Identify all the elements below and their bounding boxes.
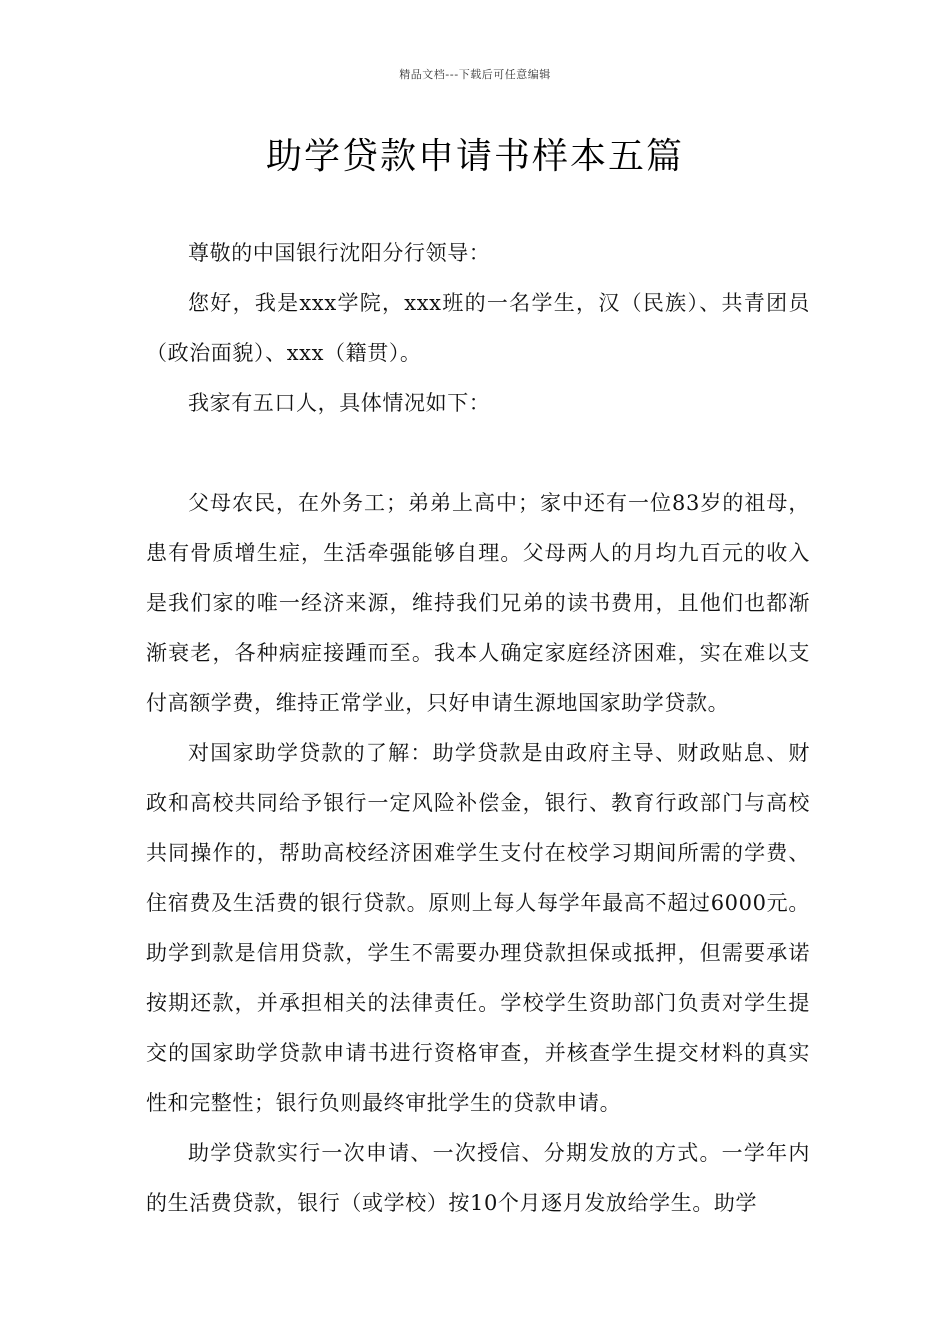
family-lead-paragraph: 我家有五口人，具体情况如下： xyxy=(188,391,491,415)
loan-method-paragraph: 助学贷款实行一次申请、一次授信、分期发放的方式。一学年内的生活费贷款，银行（或学校）按10个月逐月发放给学生。助学 xyxy=(146,1141,810,1215)
loan-understanding-paragraph: 对国家助学贷款的了解：助学贷款是由政府主导、财政贴息、财政和高校共同给予银行一定风险补偿金，银行、教育行政部门与高校共同操作的，帮助高校经济困难学生支付在校学习期间所需的学费、住宿费及生活费的银行贷款。原则上每人每学年最高不超过6000元。助学到款是信用贷款，学生不需要办理贷款担保或抵押，但需要承诺按期还款，并承担相关的法律责任。学校学生资助部门负责对学生提交的国家助学贷款申请书进行资格审查，并核查学生提交材料的真实性和完整性；银行负则最终审批学生的贷款申请。 xyxy=(146,741,810,1115)
header-note: 精品文档---下载后可任意编辑 xyxy=(399,68,551,81)
family-detail-paragraph: 父母农民，在外务工；弟弟上高中；家中还有一位83岁的祖母，患有骨质增生症，生活牵强能够自理。父母两人的月均九百元的收入是我们家的唯一经济来源，维持我们兄弟的读书费用，且他们也都渐渐衰老，各种病症接踵而至。我本人确定家庭经济困难，实在难以支付高额学费，维持正常学业，只好申请生源地国家助学贷款。 xyxy=(146,491,810,715)
document-title: 助学贷款申请书样本五篇 xyxy=(265,136,684,177)
letter-body xyxy=(146,228,810,1228)
intro-paragraph: 您好，我是xxx学院，xxx班的一名学生，汉（民族）、共青团员 （政治面貌）、xxx（籍贯）。 xyxy=(146,291,810,365)
paragraph-gap xyxy=(146,428,810,478)
salutation-paragraph: 尊敬的中国银行沈阳分行领导： xyxy=(188,241,491,265)
